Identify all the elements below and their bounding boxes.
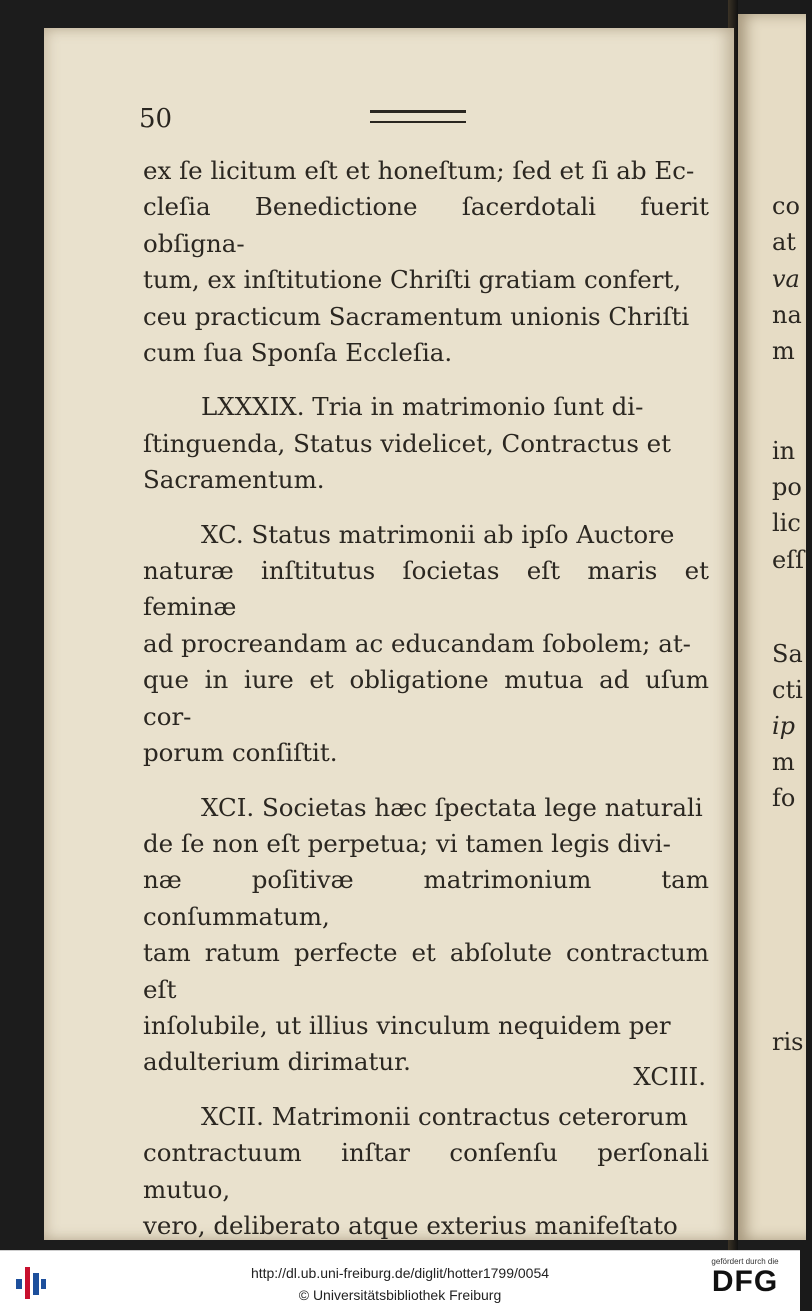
- text-line: XCI. Societas hæc ſpectata lege naturali: [201, 792, 703, 822]
- text-line: ceu practicum Sacramentum unionis Chriſti: [143, 301, 690, 331]
- text-line: tum, ex inſtitutione Chriſti gratiam confert,: [143, 265, 682, 295]
- text-line: que in iure et obligatione mutua ad uſum cor-: [143, 665, 709, 731]
- paragraph-lxxxix: [143, 389, 709, 498]
- fragment: m: [772, 748, 795, 776]
- fragment: Sa: [772, 640, 803, 668]
- fragment: ris: [772, 1028, 804, 1056]
- dfg-note: gefördert durch die: [711, 1257, 779, 1266]
- fragment: co: [772, 192, 800, 220]
- text-line: cum ſua Sponſa Eccleſia.: [143, 338, 453, 368]
- text-line: XCII. Matrimonii contractus ceterorum: [201, 1101, 688, 1131]
- text-line: LXXXIX. Tria in matrimonio ſunt di-: [201, 392, 644, 422]
- fragment: in: [772, 437, 796, 465]
- paragraph-1: [143, 153, 709, 371]
- text-line: contractuum inſtar conſenſu perſonali mutuo,: [143, 1138, 709, 1204]
- fragment: lic: [772, 509, 801, 537]
- text-line: næ poſitivæ matrimonium tam conſummatum,: [143, 865, 709, 931]
- fragment: po: [772, 473, 802, 501]
- copyright-notice: © Universitätsbibliothek Freiburg: [298, 1287, 502, 1303]
- viewer-footer: [0, 1250, 800, 1311]
- text-line: adulterium dirimatur.: [143, 1047, 411, 1077]
- page-number: 50: [139, 104, 173, 134]
- fragment: eſſ: [772, 546, 804, 574]
- text-line: inſolubile, ut illius vinculum nequidem per: [143, 1010, 671, 1040]
- text-line: XC. Status matrimonii ab ipſo Auctore: [201, 519, 675, 549]
- dfg-logo: DFG: [711, 1265, 779, 1298]
- fragment: ip: [772, 712, 796, 740]
- text-line: porum conſiſtit.: [143, 738, 338, 768]
- text-line: ad procreandam ac educandam ſobolem; at-: [143, 628, 691, 658]
- fragment: na: [772, 301, 802, 329]
- text-line: de ſe non eſt perpetua; vi tamen legis divi-: [143, 828, 671, 858]
- fragment: va: [772, 265, 800, 293]
- fragment: m: [772, 337, 795, 365]
- page-text: [143, 153, 709, 1299]
- paragraph-xc: [143, 517, 709, 772]
- text-line: Sacramentum.: [143, 465, 325, 495]
- text-line: cleſia Benedictione ſacerdotali fuerit obſigna-: [143, 192, 709, 258]
- catchword: XCIII.: [633, 1062, 706, 1091]
- text-line: ſtinguenda, Status videlicet, Contractus et: [143, 428, 672, 458]
- paragraph-xci: [143, 790, 709, 1081]
- text-line: tam ratum perfecte et abſolute contractum eſt: [143, 938, 709, 1004]
- permalink[interactable]: http://dl.ub.uni-freiburg.de/diglit/hotter1799/0054: [250, 1265, 550, 1281]
- fragment: fo: [772, 784, 796, 812]
- fragment: cti: [772, 676, 803, 704]
- text-line: vero, deliberato atque exterius manifeſtato: [143, 1210, 678, 1240]
- text-line: naturæ inſtitutus ſocietas eſt maris et feminæ: [143, 556, 709, 622]
- fragment: at: [772, 228, 796, 256]
- text-line: ex ſe licitum eſt et honeſtum; ſed et ſi ab Ec-: [143, 156, 695, 185]
- dfg-funding: [700, 1257, 790, 1297]
- header-rule: [370, 110, 466, 123]
